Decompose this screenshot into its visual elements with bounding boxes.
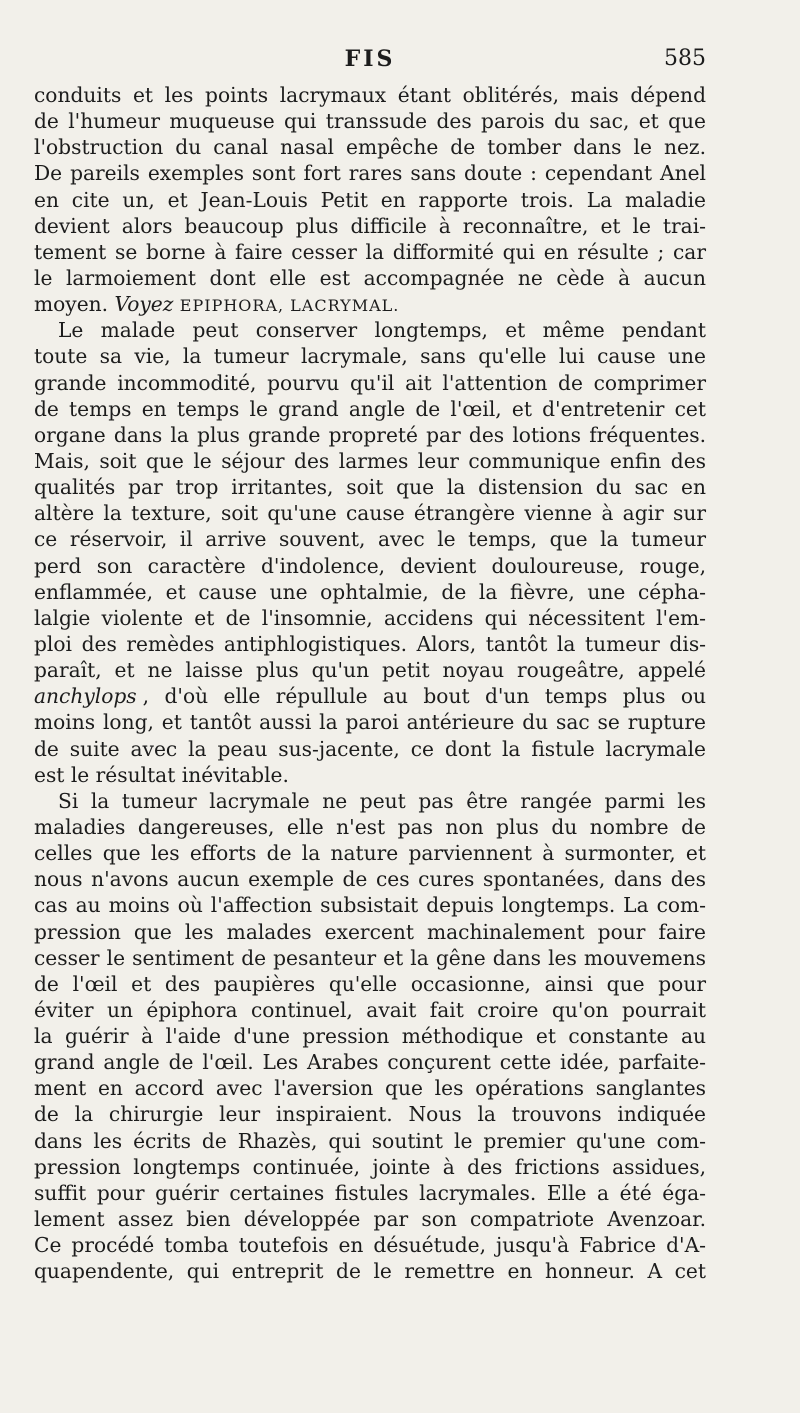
text-line: nous n'avons aucun exemple de ces cures spontanées, dans des bbox=[34, 867, 706, 892]
paragraph-first-line: Si la tumeur lacrymale ne peut pas être rangée parmi les bbox=[58, 788, 706, 813]
text-line: de l'humeur muqueuse qui transsude des parois du sac, et que bbox=[34, 109, 706, 134]
text-line: devient alors beaucoup plus difficile à reconnaître, et le trai- bbox=[34, 213, 706, 238]
text-line: l'obstruction du canal nasal empêche de tomber dans le nez. bbox=[34, 135, 706, 160]
text-line: dans les écrits de Rhazès, qui soutint le premier qu'une com- bbox=[34, 1128, 706, 1153]
text-line: moins long, et tantôt aussi la paroi antérieure du sac se rupture bbox=[34, 710, 706, 735]
text-line: tement se borne à faire cesser la difformité qui en résulte ; car bbox=[34, 239, 706, 264]
page-number: 585 bbox=[664, 46, 706, 71]
text-line: éviter un épiphora continuel, avait fait croire qu'on pourrait bbox=[34, 997, 706, 1022]
text-line bbox=[34, 683, 706, 709]
text-line: lement assez bien développée par son compatriote Avenzoar. bbox=[34, 1207, 706, 1232]
text-line: perd son caractère d'indolence, devient douloureuse, rouge, bbox=[34, 553, 706, 578]
body-text bbox=[34, 82, 706, 1284]
text-line: organe dans la plus grande propreté par des lotions fréquentes. bbox=[34, 422, 706, 447]
text-line: paraît, et ne laisse plus qu'un petit noyau rougeâtre, appelé bbox=[34, 658, 706, 683]
text-line: en cite un, et Jean-Louis Petit en rapporte trois. La maladie bbox=[34, 187, 706, 212]
text-line: altère la texture, soit qu'une cause étrangère vienne à agir sur bbox=[34, 501, 706, 526]
text-line: pression longtemps continuée, jointe à des frictions assidues, bbox=[34, 1154, 706, 1179]
paragraph-last-line: est le résultat inévitable. bbox=[34, 762, 289, 787]
text-line: cesser le sentiment de pesanteur et la gêne dans les mouvemens bbox=[34, 945, 706, 970]
text-line: maladies dangereuses, elle n'est pas non plus du nombre de bbox=[34, 814, 706, 839]
text-line bbox=[34, 291, 706, 317]
text-line: le larmoiement dont elle est accompagnée ne cède à aucun bbox=[34, 265, 706, 290]
text-line: de la chirurgie leur inspiraient. Nous la trouvons indiquée bbox=[34, 1102, 706, 1127]
text-line: de suite avec la peau sus-jacente, ce dont la fistule lacrymale bbox=[34, 736, 706, 761]
text-line: qualités par trop irritantes, soit que la distension du sac en bbox=[34, 475, 706, 500]
cross-reference-voyez: Voyez bbox=[114, 292, 174, 317]
text-line: suffit pour guérir certaines fistules lacrymales. Elle a été éga- bbox=[34, 1180, 706, 1205]
text-line: Ce procédé tomba toutefois en désuétude, jusqu'à Fabrice d'A- bbox=[34, 1233, 706, 1258]
text-line: ploi des remèdes antiphlogistiques. Alors, tantôt la tumeur dis- bbox=[34, 631, 706, 656]
text-line: de temps en temps le grand angle de l'œil, et d'entretenir cet bbox=[34, 396, 706, 421]
text-line: toute sa vie, la tumeur lacrymale, sans qu'elle lui cause une bbox=[34, 344, 706, 369]
text-line: de l'œil et des paupières qu'elle occasionne, ainsi que pour bbox=[34, 971, 706, 996]
term-anchylops: anchylops bbox=[34, 684, 137, 709]
text-fragment: moyen. bbox=[34, 292, 109, 317]
text-line: Mais, soit que le séjour des larmes leur communique enfin des bbox=[34, 448, 706, 473]
text-line: De pareils exemples sont fort rares sans doute : cependant Anel bbox=[34, 161, 706, 186]
text-line: ment en accord avec l'aversion que les opérations sanglantes bbox=[34, 1076, 706, 1101]
paragraph-first-line: Le malade peut conserver longtemps, et même pendant bbox=[58, 318, 706, 343]
text-line: quapendente, qui entreprit de le remettre en honneur. A cet bbox=[34, 1259, 706, 1284]
text-line: enflammée, et cause une ophtalmie, de la fièvre, une cépha- bbox=[34, 579, 706, 604]
text-line: ce réservoir, il arrive souvent, avec le temps, que la tumeur bbox=[34, 527, 706, 552]
cross-reference-targets: EPIPHORA, LACRYMAL. bbox=[179, 296, 400, 316]
text-line: grand angle de l'œil. Les Arabes conçurent cette idée, parfaite- bbox=[34, 1050, 706, 1075]
text-fragment: , d'où elle répullule au bout d'un temps plus ou bbox=[142, 684, 706, 709]
text-line: pression que les malades exercent machinalement pour faire bbox=[34, 919, 706, 944]
text-line: conduits et les points lacrymaux étant oblitérés, mais dépend bbox=[34, 83, 706, 107]
text-line: grande incommodité, pourvu qu'il ait l'attention de comprimer bbox=[34, 370, 706, 395]
running-header bbox=[34, 46, 706, 80]
text-line: cas au moins où l'affection subsistait depuis longtemps. La com- bbox=[34, 893, 706, 918]
running-title: FIS bbox=[344, 46, 396, 72]
text-line: la guérir à l'aide d'une pression méthodique et constante au bbox=[34, 1024, 706, 1049]
text-line: lalgie violente et de l'insomnie, accidens qui nécessitent l'em- bbox=[34, 605, 706, 630]
text-line: celles que les efforts de la nature parviennent à surmonter, et bbox=[34, 841, 706, 866]
